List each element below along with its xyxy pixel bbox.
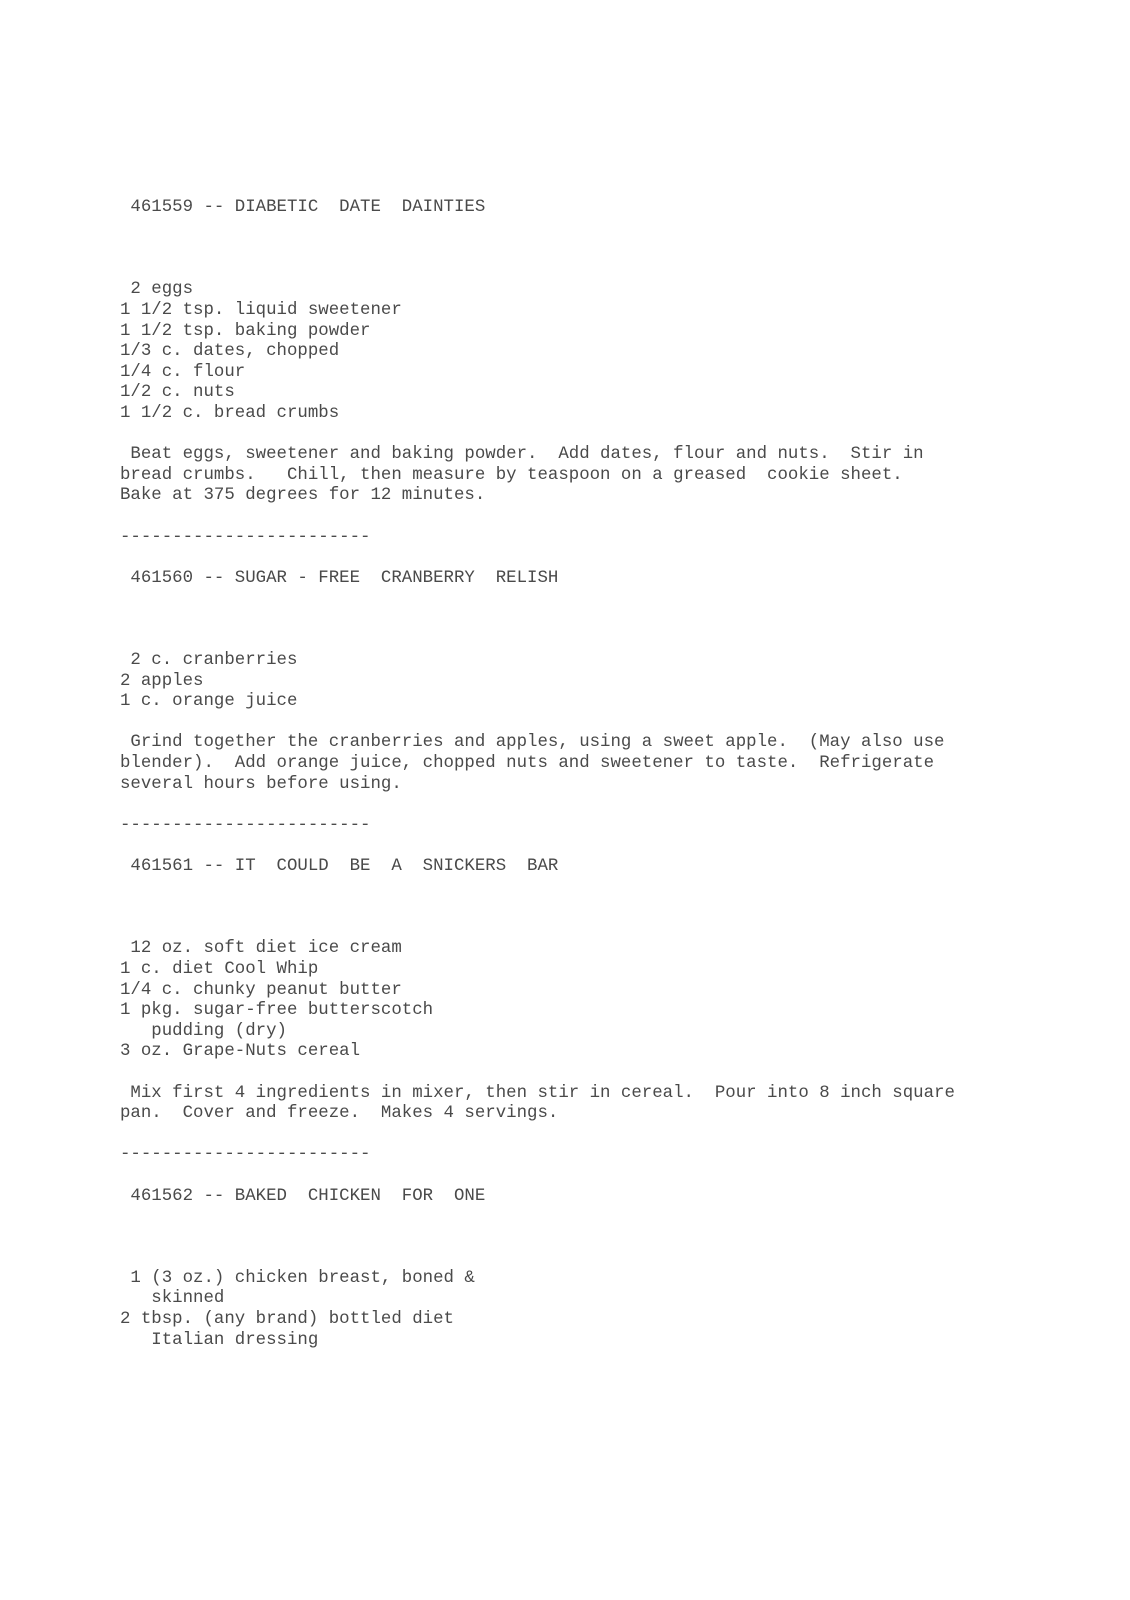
blank-line xyxy=(120,1207,1080,1228)
recipe-title: 461559 -- DIABETIC DATE DAINTIES xyxy=(120,198,486,217)
ingredient-line: 1 1/2 c. bread crumbs xyxy=(120,403,340,423)
ingredient-line: 3 oz. Grape-Nuts cereal xyxy=(120,1042,361,1062)
separator-line: ------------------------ xyxy=(120,815,371,835)
directions-line: bread crumbs. Chill, then measure by teaspoon on a greased cookie sheet. xyxy=(120,465,903,485)
blank-line xyxy=(120,836,1080,857)
blank-line xyxy=(120,1248,1080,1269)
blank-line xyxy=(120,713,1080,734)
directions-line: pan. Cover and freeze. Makes 4 servings. xyxy=(120,1104,559,1124)
blank-line xyxy=(120,1166,1080,1187)
separator-line: ------------------------ xyxy=(120,1145,371,1165)
ingredient-line: 2 eggs xyxy=(120,280,194,300)
blank-line xyxy=(120,239,1080,260)
blank-line xyxy=(120,919,1080,940)
ingredient-line: Italian dressing xyxy=(120,1330,319,1350)
ingredient-line: 1/4 c. chunky peanut butter xyxy=(120,980,402,1000)
blank-line xyxy=(120,630,1080,651)
directions-line: Beat eggs, sweetener and baking powder. Add dates, flour and nuts. Stir in xyxy=(120,445,924,465)
blank-line xyxy=(120,1125,1080,1146)
blank-line xyxy=(120,219,1080,240)
directions-line: Bake at 375 degrees for 12 minutes. xyxy=(120,486,486,506)
ingredient-line: 2 apples xyxy=(120,671,204,691)
blank-line xyxy=(120,507,1080,528)
ingredient-line: 1/2 c. nuts xyxy=(120,383,235,403)
blank-line xyxy=(120,898,1080,919)
ingredient-line: 2 tbsp. (any brand) bottled diet xyxy=(120,1310,454,1330)
ingredient-line: 1 1/2 tsp. liquid sweetener xyxy=(120,300,402,320)
blank-line xyxy=(120,425,1080,446)
blank-line xyxy=(120,1063,1080,1084)
blank-line xyxy=(120,1228,1080,1249)
blank-line xyxy=(120,795,1080,816)
blank-line xyxy=(120,589,1080,610)
ingredient-line: 1 c. diet Cool Whip xyxy=(120,959,319,979)
directions-line: Grind together the cranberries and apples, using a sweet apple. (May also use xyxy=(120,733,945,753)
ingredient-line: 1 1/2 tsp. baking powder xyxy=(120,321,371,341)
ingredient-line: 1 (3 oz.) chicken breast, boned & xyxy=(120,1268,475,1288)
recipe-title: 461562 -- BAKED CHICKEN FOR ONE xyxy=(120,1186,486,1206)
document-page xyxy=(120,198,1080,1351)
blank-line xyxy=(120,878,1080,899)
ingredient-line: 1 pkg. sugar-free butterscotch xyxy=(120,1001,434,1021)
blank-line xyxy=(120,610,1080,631)
recipe-title: 461560 -- SUGAR - FREE CRANBERRY RELISH xyxy=(120,568,559,588)
ingredient-line: pudding (dry) xyxy=(120,1021,287,1041)
directions-line: several hours before using. xyxy=(120,774,402,794)
ingredient-line: 12 oz. soft diet ice cream xyxy=(120,939,402,959)
separator-line: ------------------------ xyxy=(120,527,371,547)
directions-line: Mix first 4 ingredients in mixer, then stir in cereal. Pour into 8 inch square xyxy=(120,1083,955,1103)
blank-line xyxy=(120,260,1080,281)
ingredient-line: 1/4 c. flour xyxy=(120,362,246,382)
blank-line xyxy=(120,548,1080,569)
ingredient-line: 1 c. orange juice xyxy=(120,692,298,712)
directions-line: blender). Add orange juice, chopped nuts and sweetener to taste. Refrigerate xyxy=(120,754,935,774)
ingredient-line: 2 c. cranberries xyxy=(120,651,298,671)
ingredient-line: 1/3 c. dates, chopped xyxy=(120,342,340,362)
recipe-title: 461561 -- IT COULD BE A SNICKERS BAR xyxy=(120,857,559,876)
ingredient-line: skinned xyxy=(120,1289,225,1309)
